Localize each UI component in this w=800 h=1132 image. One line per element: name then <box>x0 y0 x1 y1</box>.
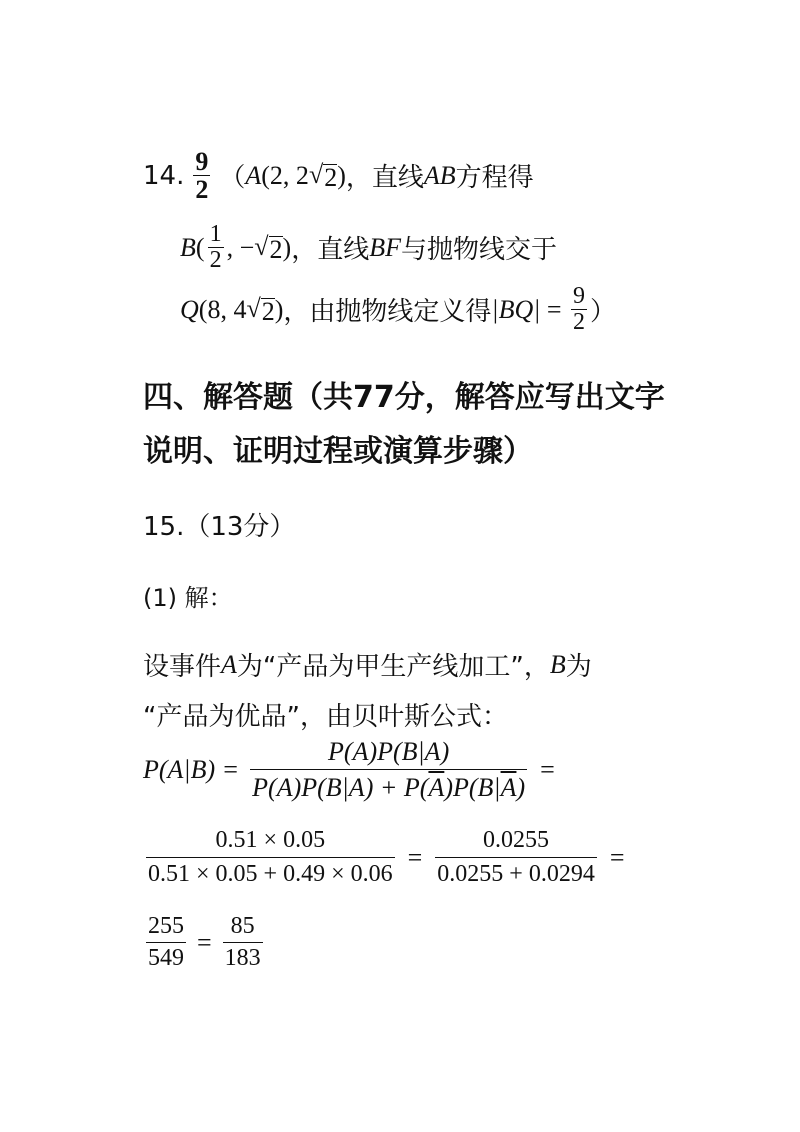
q14-answer-fraction <box>193 148 210 204</box>
frac-den: 0.51 × 0.05 + 0.49 × 0.06 <box>146 857 395 887</box>
result-fraction-2 <box>223 914 263 971</box>
equals: = <box>540 754 555 784</box>
point-a-coord: (2, 2 <box>261 160 309 190</box>
text-wei: 为 <box>565 652 592 682</box>
result-fraction-1 <box>146 914 186 971</box>
equals: = <box>609 842 625 872</box>
text-definition: ，由抛物线定义得 <box>283 297 492 328</box>
line-ab: AB <box>423 160 456 190</box>
frac-num: 0.51 × 0.05 <box>215 827 326 853</box>
text-zhixian: ，直线 <box>291 235 370 266</box>
sqrt-2: √ 2 <box>308 160 338 193</box>
frac-den: 549 <box>146 942 186 971</box>
event-a: A <box>221 649 237 679</box>
frac-num: 9 <box>573 283 586 309</box>
point-b: B <box>180 232 196 262</box>
paren-open: ( <box>195 232 205 262</box>
point-q-coord: (8, 4 <box>198 294 247 324</box>
lhs-p-a-given-b: P(A|B) = <box>143 754 240 784</box>
frac-num: 255 <box>148 913 184 939</box>
bayes-fraction <box>250 738 527 802</box>
bayes-equation-2 <box>143 828 625 887</box>
open-paren: （ <box>219 163 246 194</box>
close-paren: ) <box>337 160 346 190</box>
paren-close: ) <box>274 294 284 324</box>
frac-num: 85 <box>230 913 255 939</box>
sqrt-2: √ 2 <box>254 232 283 265</box>
den-part-c: ) <box>516 773 526 803</box>
frac-nine-half <box>571 284 587 335</box>
a-bar: $\overline{A}$ <box>428 773 445 803</box>
q15-para-line-1 <box>143 646 592 683</box>
den-part-a: P(A)P(B|A) + P( <box>252 773 429 803</box>
frac-den: 0.0255 + 0.0294 <box>435 857 597 887</box>
comma-minus: , − <box>226 232 255 262</box>
q14-number: 14. <box>143 160 185 191</box>
bayes-equation-1 <box>143 738 555 802</box>
text-set-event: 设事件 <box>143 652 222 682</box>
equals: = <box>197 927 212 957</box>
abs-bq: |BQ| <box>491 294 541 324</box>
text-intersect: 与抛物线交于 <box>400 235 557 266</box>
q14-line-2 <box>180 222 557 273</box>
paren-close: ) <box>282 232 292 262</box>
frac-den: 2 <box>209 247 222 274</box>
line-bf: BF <box>369 232 401 262</box>
section-4-title-line-2: 说明、证明过程或演算步骤） <box>143 434 533 469</box>
frac-one-half <box>208 222 224 273</box>
bayes-numerator: P(A)P(B|A) <box>328 737 450 766</box>
section-4-title-line-1: 四、解答题（共77分，解答应写出文字 <box>143 380 665 415</box>
event-b: B <box>549 649 566 679</box>
q14-line-1 <box>143 148 534 204</box>
q15-para-line-2: “产品为优品”，由贝叶斯公式： <box>143 702 508 732</box>
sqrt-2: √ 2 <box>246 294 275 327</box>
a-bar: $\overline{A}$ <box>500 773 517 803</box>
frac-den: 2 <box>573 309 586 336</box>
numeric-fraction-2 <box>435 828 597 887</box>
text-zhixian: ，直线 <box>345 163 424 194</box>
q14-answer-numerator: 9 <box>195 147 209 176</box>
q14-answer-denominator: 2 <box>195 175 209 205</box>
point-q: Q <box>180 294 199 324</box>
q14-line-3 <box>180 284 616 335</box>
text-event-a-desc: 为“产品为甲生产线加工”， <box>236 652 550 682</box>
frac-den: 183 <box>223 942 263 971</box>
text-equation: 方程得 <box>455 163 534 194</box>
equals: = <box>407 842 423 872</box>
close-paren: ） <box>590 297 617 328</box>
q15-part-1-label: (1) 解： <box>143 584 233 612</box>
point-a: A <box>245 160 262 190</box>
q15-header: 15.（13分） <box>143 512 296 542</box>
bayes-denominator <box>250 769 527 801</box>
numeric-fraction-1 <box>146 828 395 887</box>
equals: = <box>540 294 569 324</box>
den-part-b: )P(B| <box>444 773 501 803</box>
frac-num: 0.0255 <box>483 827 550 853</box>
frac-num: 1 <box>209 221 222 247</box>
bayes-equation-3 <box>143 914 266 971</box>
